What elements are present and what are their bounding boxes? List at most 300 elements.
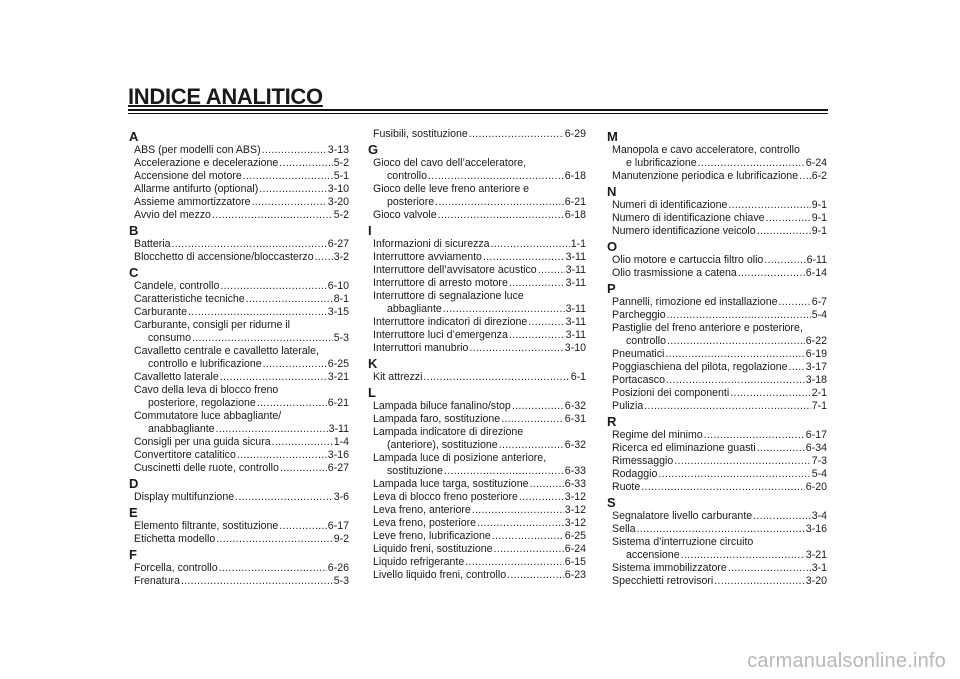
index-entry [368, 209, 586, 222]
page-number: 6-25 [327, 358, 349, 370]
index-entry [368, 342, 586, 355]
entry-text: Interruttore di segnalazione luce [373, 290, 524, 302]
index-entry [129, 520, 349, 533]
entry-text: Commutatore luce abbagliante/ [134, 410, 282, 422]
entry-text: Blocchetto di accensione/bloccasterzo [134, 251, 314, 263]
entry-text: Leva di blocco freno posteriore [373, 491, 518, 503]
index-entry [129, 533, 349, 546]
dot-leader [674, 455, 810, 468]
index-entry [607, 374, 827, 387]
page-number: 6-34 [805, 442, 827, 454]
entry-text: Interruttore luci d’emergenza [373, 329, 508, 341]
dot-leader [789, 361, 805, 374]
index-entry [607, 199, 827, 212]
index-entry [368, 157, 586, 183]
page-number: 3-20 [805, 575, 827, 587]
entry-text: Cuscinetti delle ruote, controllo [134, 462, 279, 474]
index-entry [129, 251, 349, 264]
index-entry [368, 316, 586, 329]
index-entry [129, 306, 349, 319]
section-letter: M [607, 129, 618, 144]
index-entry [129, 371, 349, 384]
entry-text: Sella [612, 523, 636, 535]
index-entry [368, 556, 586, 569]
index-entry [129, 238, 349, 251]
entry-text: Allarme antifurto (optional) [134, 183, 259, 195]
page-number: 3-11 [565, 316, 586, 328]
entry-text: Regime del minimo [612, 429, 703, 441]
entry-text: posteriore, regolazione [148, 397, 256, 409]
entry-text: controllo [626, 335, 667, 347]
entry-text: Livello liquido freni, controllo [373, 569, 507, 581]
entry-text: Display multifunzione [134, 491, 235, 503]
index-entry [368, 452, 586, 478]
section-letter: S [607, 495, 616, 510]
entry-text: Olio motore e cartuccia filtro olio [612, 254, 764, 266]
index-entry [129, 144, 349, 157]
entry-text: Sistema immobilizzatore [612, 562, 727, 574]
index-entry [368, 251, 586, 264]
index-entry [607, 322, 827, 348]
entry-text: Frenatura [134, 575, 180, 587]
entry-text: Avvio del mezzo [134, 209, 211, 221]
page-number: 6-29 [564, 128, 586, 140]
dot-leader [704, 429, 805, 442]
index-entry [368, 491, 586, 504]
index-entry [607, 455, 827, 468]
page-number: 3-11 [565, 303, 586, 315]
page-number: 5-3 [333, 575, 349, 587]
index-entry [368, 183, 586, 209]
index-entry [129, 491, 349, 504]
section-letter: C [129, 265, 139, 280]
dot-leader [469, 342, 563, 355]
dot-leader [243, 170, 333, 183]
dot-leader [181, 575, 333, 588]
section-letter: I [368, 223, 372, 238]
page-title: INDICE ANALITICO [128, 84, 323, 109]
entry-text: controllo [387, 170, 428, 182]
dot-leader [188, 306, 327, 319]
page-number: 9-1 [811, 225, 827, 237]
index-entry [368, 329, 586, 342]
entry-text: Leva freno, anteriore [373, 504, 471, 516]
section-letter: O [607, 239, 618, 254]
entry-text: Lampada faro, sostituzione [373, 413, 501, 425]
index-entry [129, 575, 349, 588]
entry-text: Numeri di identificazione [612, 199, 728, 211]
dot-leader [528, 316, 564, 329]
dot-leader [681, 549, 805, 562]
index-entry [607, 361, 827, 374]
entry-text: Rimessaggio [612, 455, 674, 467]
entry-text: Segnalatore livello carburante [612, 510, 753, 522]
index-entry [129, 449, 349, 462]
index-entry [368, 238, 586, 251]
dot-leader [714, 575, 805, 588]
page-number: 6-25 [564, 530, 586, 542]
entry-text: Informazioni di sicurezza [373, 238, 490, 250]
entry-text: (anteriore), sostituzione [387, 439, 498, 451]
page-number: 3-6 [333, 491, 349, 503]
dot-leader [423, 371, 569, 384]
dot-leader [279, 157, 332, 170]
page-number: 6-21 [564, 196, 586, 208]
page-number: 3-11 [565, 251, 586, 263]
dot-leader [212, 209, 333, 222]
entry-text: Rodaggio [612, 468, 658, 480]
page-number: 3-11 [565, 277, 586, 289]
dot-leader [469, 128, 564, 141]
entry-text: Assieme ammortizzatore [134, 196, 251, 208]
entry-text: Candele, controllo [134, 280, 220, 292]
page-number: 3-12 [564, 491, 586, 503]
index-entry [607, 254, 827, 267]
index-entry [607, 523, 827, 536]
dot-leader [237, 449, 327, 462]
entry-text: Elemento filtrante, sostituzione [134, 520, 279, 532]
entry-text: Numero identificazione veicolo [612, 225, 756, 237]
index-entry [607, 442, 827, 455]
page-number: 6-24 [564, 543, 586, 555]
page-number: 6-1 [570, 371, 586, 383]
entry-text: Portacasco [612, 374, 665, 386]
entry-text: Interruttore indicatori di direzione [373, 316, 528, 328]
index-entry [368, 400, 586, 413]
dot-leader [220, 371, 327, 384]
entry-text: sostituzione [387, 465, 443, 477]
page-number: 3-11 [328, 423, 349, 435]
index-entry [129, 293, 349, 306]
page-number: 3-2 [333, 251, 349, 263]
index-entry [368, 530, 586, 543]
dot-leader [315, 251, 333, 264]
index-entry [368, 543, 586, 556]
page-number: 6-27 [327, 238, 349, 250]
index-entry [607, 468, 827, 481]
dot-leader [279, 520, 327, 533]
page-number: 2-1 [811, 387, 827, 399]
page-number: 3-16 [805, 523, 827, 535]
dot-leader [172, 238, 327, 251]
index-entry [607, 400, 827, 413]
entry-text: Fusibili, sostituzione [373, 128, 468, 140]
index-column-1 [129, 128, 349, 588]
index-entry [607, 225, 827, 238]
entry-text: Lampada indicatore di direzione [373, 426, 524, 438]
entry-text: Pneumatici [612, 348, 665, 360]
entry-text: consumo [148, 332, 191, 344]
entry-text: Interruttore avviamento [373, 251, 482, 263]
page-number: 6-14 [805, 267, 827, 279]
index-entry [368, 371, 586, 384]
entry-text: Gioco delle leve freno anteriore e [373, 183, 530, 195]
index-entry [368, 478, 586, 491]
page-number: 9-2 [333, 533, 349, 545]
entry-text: Ricerca ed eliminazione guasti [612, 442, 756, 454]
entry-text: Cavalletto laterale [134, 371, 219, 383]
dot-leader [465, 556, 564, 569]
index-entry [607, 387, 827, 400]
entry-text: Poggiaschiena del pilota, regolazione [612, 361, 788, 373]
page-number: 5-4 [811, 468, 827, 480]
dot-leader [499, 439, 564, 452]
index-entry [368, 277, 586, 290]
dot-leader [730, 387, 810, 400]
page-number: 6-32 [564, 400, 586, 412]
index-entry [368, 569, 586, 582]
dot-leader [753, 510, 811, 523]
page-number: 3-17 [805, 361, 827, 373]
dot-leader [483, 251, 565, 264]
entry-text: posteriore [387, 196, 435, 208]
page-number: 6-31 [564, 413, 586, 425]
dot-leader [477, 517, 564, 530]
index-entry [607, 170, 827, 183]
entry-text: Specchietti retrovisori [612, 575, 714, 587]
index-entry [129, 462, 349, 475]
entry-text: Carburante, consigli per ridurne il [134, 319, 291, 331]
entry-text: e lubrificazione [626, 157, 697, 169]
index-entry [368, 290, 586, 316]
section-letter: B [129, 223, 139, 238]
page-number: 3-18 [805, 374, 827, 386]
entry-text: Leva freno, posteriore [373, 517, 477, 529]
index-entry [129, 562, 349, 575]
entry-text: Interruttore dell’avvisatore acustico [373, 264, 537, 276]
entry-text: Consigli per una guida sicura [134, 436, 271, 448]
title-rule-thin [128, 113, 828, 114]
index-entry [368, 426, 586, 452]
page-number: 6-18 [564, 209, 586, 221]
dot-leader [519, 491, 564, 504]
entry-text: anabbagliante [148, 423, 215, 435]
section-letter: P [607, 281, 616, 296]
dot-leader [698, 157, 805, 170]
dot-leader [220, 280, 326, 293]
dot-leader [472, 504, 564, 517]
index-entry [129, 436, 349, 449]
entry-text: Pastiglie del freno anteriore e posteriore, [612, 322, 803, 334]
entry-text: Cavalletto centrale e cavalletto laterale, [134, 345, 319, 357]
index-entry [129, 183, 349, 196]
dot-leader [509, 277, 565, 290]
entry-text: Olio trasmissione a catena [612, 267, 737, 279]
page-number: 3-10 [564, 342, 586, 354]
entry-text: Accelerazione e decelerazione [134, 157, 279, 169]
dot-leader [259, 183, 327, 196]
index-column-2 [368, 128, 586, 582]
entry-text: Liquido freni, sostituzione [373, 543, 493, 555]
page-number: 6-33 [564, 478, 586, 490]
page-number: 1-1 [570, 238, 586, 250]
dot-leader [443, 303, 565, 316]
dot-leader [494, 543, 564, 556]
dot-leader [216, 533, 332, 546]
section-letter: F [129, 547, 137, 562]
title-rule-thick [128, 109, 828, 111]
dot-leader [262, 144, 327, 157]
page-number: 5-2 [333, 209, 349, 221]
entry-text: Ruote [612, 481, 641, 493]
section-letter: K [368, 356, 378, 371]
index-entry [368, 517, 586, 530]
page-number: 6-33 [564, 465, 586, 477]
entry-text: Batteria [134, 238, 171, 250]
index-entry [129, 196, 349, 209]
index-entry [607, 144, 827, 170]
section-letter: E [129, 505, 138, 520]
entry-text: Manopola e cavo acceleratore, controllo [612, 144, 800, 156]
page-number: 3-13 [327, 144, 349, 156]
dot-leader [757, 442, 805, 455]
page-number: 6-24 [805, 157, 827, 169]
entry-text: Pannelli, rimozione ed installazione [612, 296, 778, 308]
page-number: 5-4 [811, 309, 827, 321]
dot-leader [507, 569, 564, 582]
page-number: 9-1 [811, 212, 827, 224]
page-number: 6-19 [805, 348, 827, 360]
index-entry [607, 296, 827, 309]
dot-leader [667, 335, 805, 348]
entry-text: Caratteristiche tecniche [134, 293, 245, 305]
entry-text: abbagliante [387, 303, 442, 315]
index-entry [607, 536, 827, 562]
page-number: 3-4 [811, 510, 827, 522]
page-number: 6-22 [805, 335, 827, 347]
dot-leader [492, 530, 564, 543]
index-entry [607, 510, 827, 523]
dot-leader [501, 413, 564, 426]
page-number: 6-2 [811, 170, 827, 182]
index-entry [607, 481, 827, 494]
entry-text: Gioco valvole [373, 209, 437, 221]
index-entry [368, 413, 586, 426]
index-entry [607, 309, 827, 322]
entry-text: Leve freno, lubrificazione [373, 530, 491, 542]
page-number: 3-16 [327, 449, 349, 461]
index-entry [607, 348, 827, 361]
page-number: 5-3 [333, 332, 349, 344]
index-entry [607, 267, 827, 280]
section-letter: A [129, 129, 139, 144]
dot-leader [219, 562, 327, 575]
page-number: 3-12 [564, 504, 586, 516]
dot-leader [257, 397, 327, 410]
page-number: 3-15 [327, 306, 349, 318]
dot-leader [491, 238, 570, 251]
dot-leader [644, 400, 810, 413]
entry-text: Liquido refrigerante [373, 556, 465, 568]
page-number: 6-27 [327, 462, 349, 474]
page-number: 3-20 [327, 196, 349, 208]
page-number: 3-11 [565, 264, 586, 276]
entry-text: Lampada luce di posizione anteriore, [373, 452, 547, 464]
entry-text: Pulizia [612, 400, 644, 412]
dot-leader [738, 267, 805, 280]
index-entry [129, 170, 349, 183]
page-number: 5-1 [333, 170, 349, 182]
entry-text: Lampada biluce fanalino/stop [373, 400, 511, 412]
dot-leader [428, 170, 564, 183]
page-number: 3-10 [327, 183, 349, 195]
dot-leader [216, 423, 328, 436]
index-entry [129, 345, 349, 371]
dot-leader [538, 264, 565, 277]
entry-text: controllo e lubrificazione [148, 358, 262, 370]
entry-text: Kit attrezzi [373, 371, 423, 383]
dot-leader [435, 196, 564, 209]
dot-leader [665, 348, 804, 361]
dot-leader [766, 212, 811, 225]
page-number: 1-4 [333, 436, 349, 448]
entry-text: Gioco del cavo dell’acceleratore, [373, 157, 527, 169]
entry-text: accensione [626, 549, 680, 561]
page-number: 6-15 [564, 556, 586, 568]
dot-leader [444, 465, 564, 478]
page-number: 3-1 [811, 562, 827, 574]
index-entry [607, 575, 827, 588]
dot-leader [799, 170, 811, 183]
dot-leader [757, 225, 811, 238]
entry-text: Manutenzione periodica e lubrificazione [612, 170, 799, 182]
page-number: 7-3 [811, 455, 827, 467]
page-number: 6-26 [327, 562, 349, 574]
entry-text: Forcella, controllo [134, 562, 218, 574]
entry-text: Carburante [134, 306, 187, 318]
entry-text: Sistema d’interruzione circuito [612, 536, 754, 548]
section-letter: N [607, 184, 617, 199]
dot-leader [529, 478, 563, 491]
page-number: 6-11 [806, 254, 827, 266]
entry-text: Interruttori manubrio [373, 342, 469, 354]
section-letter: L [368, 385, 376, 400]
page-number: 6-21 [327, 397, 349, 409]
entry-text: ABS (per modelli con ABS) [134, 144, 261, 156]
entry-text: Parcheggio [612, 309, 666, 321]
page-number: 8-1 [333, 293, 349, 305]
entry-text: Lampada luce targa, sostituzione [373, 478, 529, 490]
page-number: 6-18 [564, 170, 586, 182]
entry-text: Accensione del motore [134, 170, 242, 182]
dot-leader [235, 491, 333, 504]
dot-leader [728, 562, 811, 575]
entry-text: Posizioni dei componenti [612, 387, 730, 399]
page-number: 6-23 [564, 569, 586, 581]
page-number: 6-32 [564, 439, 586, 451]
dot-leader [667, 309, 811, 322]
dot-leader [509, 329, 565, 342]
index-column-3 [607, 128, 827, 588]
index-entry [129, 319, 349, 345]
page-number: 9-1 [811, 199, 827, 211]
dot-leader [263, 358, 327, 371]
dot-leader [728, 199, 810, 212]
entry-text: Etichetta modello [134, 533, 216, 545]
dot-leader [658, 468, 810, 481]
entry-text: Cavo della leva di blocco freno [134, 384, 279, 396]
page-number: 6-17 [805, 429, 827, 441]
page-number: 3-21 [805, 549, 827, 561]
dot-leader [252, 196, 327, 209]
entry-text: Numero di identificazione chiave [612, 212, 765, 224]
section-letter: G [368, 142, 379, 157]
page-number: 7-1 [811, 400, 827, 412]
page-number: 6-7 [811, 296, 827, 308]
dot-leader [512, 400, 564, 413]
index-entry [607, 429, 827, 442]
dot-leader [641, 481, 805, 494]
